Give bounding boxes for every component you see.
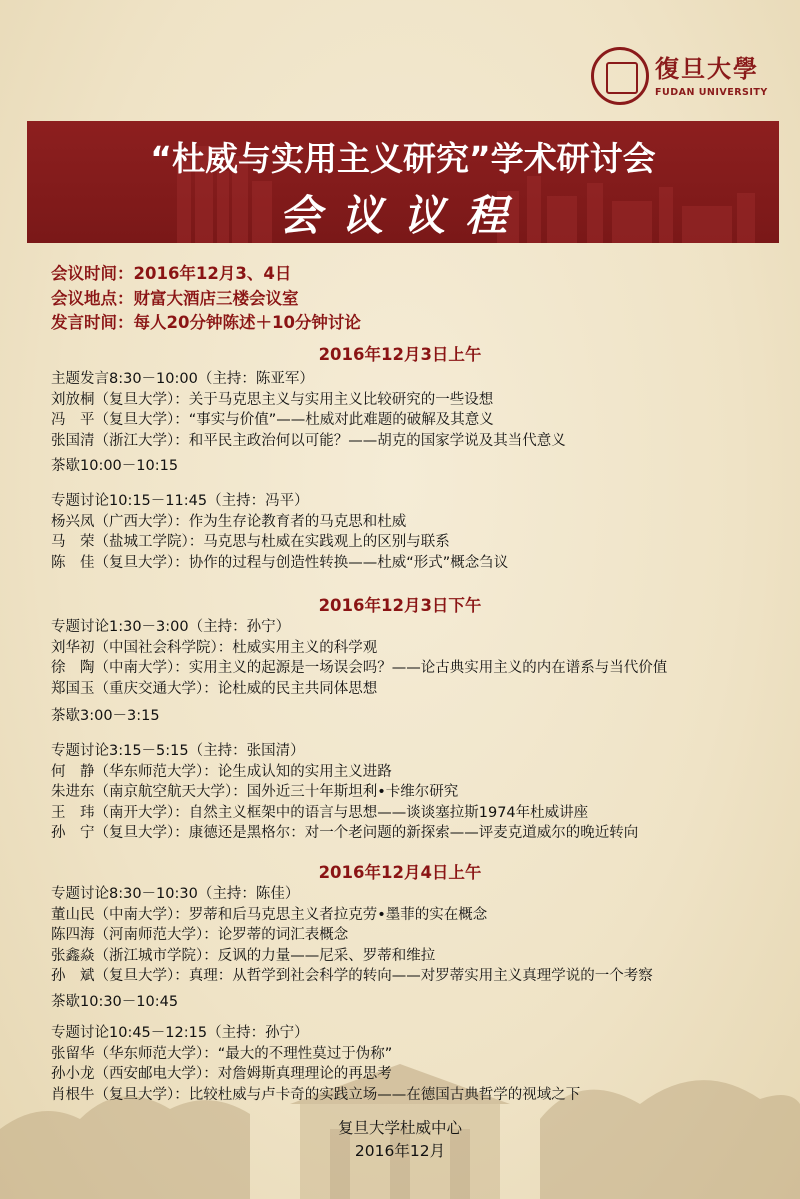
session-group bbox=[51, 369, 566, 451]
talk-item: 陈四海（河南师范大学）：论罗蒂的词汇表概念 bbox=[51, 927, 349, 943]
tea-break bbox=[51, 706, 160, 727]
talk-item: 董山民（中南大学）：罗蒂和后马克思主义者拉克劳•墨菲的实在概念 bbox=[51, 906, 488, 923]
session-group bbox=[51, 491, 508, 573]
talk-item: 孙小龙（西安邮电大学）：对詹姆斯真理理论的再思考 bbox=[51, 1066, 392, 1082]
meeting-location: 会议地点：财富大酒店三楼会议室 bbox=[51, 288, 299, 308]
talk-item: 刘华初（中国社会科学院）：杜威实用主义的科学观 bbox=[51, 639, 378, 656]
footer-date: 2016年12月 bbox=[354, 1142, 446, 1160]
title-banner bbox=[27, 121, 779, 243]
section-title: 2016年12月4日上午 bbox=[318, 863, 482, 882]
session-group bbox=[51, 884, 653, 987]
talk-item: 张国清（浙江大学）：和平民主政治何以可能？——胡克的国家学说及其当代意义 bbox=[51, 432, 566, 449]
talk-item: 冯 平（复旦大学）：“事实与价值”——杜威对此难题的破解及其意义 bbox=[51, 412, 494, 428]
session-group bbox=[51, 1023, 580, 1105]
talk-item: 孙 宁（复旦大学）：康德还是黑格尔：对一个老问题的新探索——评麦克道威尔的晚近转向 bbox=[51, 825, 639, 841]
meeting-time: 会议时间：2016年12月3、4日 bbox=[51, 264, 292, 283]
session-header: 主题发言8:30－10:00（主持：陈亚军） bbox=[51, 371, 314, 387]
organizer: 复旦大学杜威中心 bbox=[337, 1119, 462, 1137]
session-header: 专题讨论10:15－11:45（主持：冯平） bbox=[51, 493, 309, 509]
talk-item: 郑国玉（重庆交通大学）：论杜威的民主共同体思想 bbox=[51, 680, 378, 697]
tea-break bbox=[51, 992, 178, 1013]
session-group bbox=[51, 741, 638, 844]
footer bbox=[0, 1117, 800, 1163]
session-header: 专题讨论3:15－5:15（主持：张国清） bbox=[51, 743, 305, 759]
session-header: 专题讨论8:30－10:30（主持：陈佳） bbox=[51, 886, 300, 902]
logo-name-cn: 復旦大學 bbox=[655, 54, 759, 83]
session-header: 专题讨论10:45－12:15（主持：孙宁） bbox=[51, 1025, 309, 1041]
tea-break-time: 茶歇10:00－10:15 bbox=[51, 458, 179, 474]
speaking-time: 发言时间：每人20分钟陈述＋10分钟讨论 bbox=[51, 313, 361, 332]
talk-item: 张留华（华东师范大学）：“最大的不理性莫过于伪称” bbox=[51, 1045, 393, 1062]
talk-item: 徐 陶（中南大学）：实用主义的起源是一场误会吗？——论古典实用主义的内在谱系与当代价值 bbox=[51, 660, 668, 676]
agenda-heading: 会议议程 bbox=[278, 191, 527, 240]
tea-break-time: 茶歇3:00－3:15 bbox=[51, 708, 160, 724]
tea-break-time: 茶歇10:30－10:45 bbox=[51, 994, 179, 1010]
session-group bbox=[51, 617, 667, 699]
university-seal-icon bbox=[591, 47, 649, 105]
talk-item: 马 荣（盐城工学院）：马克思与杜威在实践观上的区别与联系 bbox=[51, 534, 450, 550]
section-title: 2016年12月3日下午 bbox=[318, 596, 482, 615]
session-header: 专题讨论1:30－3:00（主持：孙宁） bbox=[51, 619, 291, 635]
talk-item: 肖根牛（复旦大学）：比较杜威与卢卡奇的实践立场——在德国古典哲学的视域之下 bbox=[51, 1086, 581, 1103]
fudan-university-logo bbox=[591, 47, 768, 109]
section-title: 2016年12月3日上午 bbox=[318, 345, 482, 364]
conference-title: “杜威与实用主义研究”学术研讨会 bbox=[150, 139, 656, 178]
logo-name-en: FUDAN UNIVERSITY bbox=[655, 87, 768, 98]
tea-break bbox=[51, 456, 178, 477]
talk-item: 刘放桐（复旦大学）：关于马克思主义与实用主义比较研究的一些设想 bbox=[51, 391, 494, 408]
talk-item: 杨兴凤（广西大学）：作为生存论教育者的马克思和杜威 bbox=[51, 513, 407, 530]
talk-item: 何 静（华东师范大学）：论生成认知的实用主义进路 bbox=[51, 763, 392, 780]
talk-item: 孙 斌（复旦大学）：真理：从哲学到社会科学的转向——对罗蒂实用主义真理学说的一个考察 bbox=[51, 968, 653, 984]
talk-item: 张鑫焱（浙江城市学院）：反讽的力量——尼采、罗蒂和维拉 bbox=[51, 947, 436, 964]
meeting-info bbox=[51, 262, 361, 336]
talk-item: 王 玮（南开大学）：自然主义框架中的语言与思想——谈谈塞拉斯1974年杜威讲座 bbox=[51, 804, 589, 821]
talk-item: 陈 佳（复旦大学）：协作的过程与创造性转换——杜威“形式”概念刍议 bbox=[51, 554, 509, 571]
talk-item: 朱进东（南京航空航天大学）：国外近三十年斯坦利•卡维尔研究 bbox=[51, 784, 459, 800]
